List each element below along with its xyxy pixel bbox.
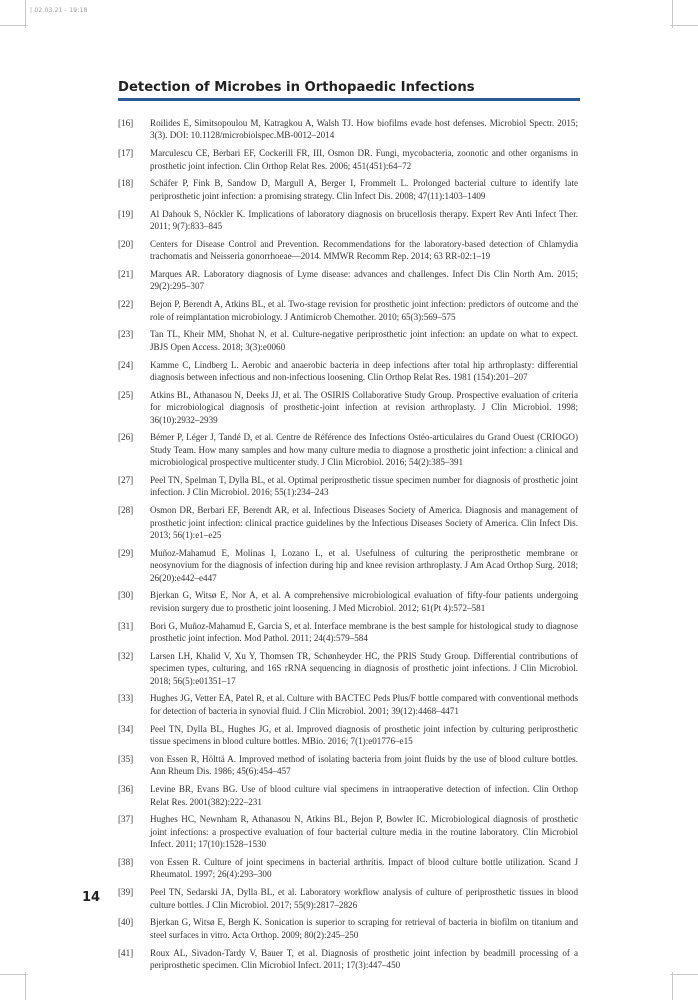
reference-item (118, 504, 578, 541)
reference-text: von Essen R. Culture of joint specimens in bacterial arthritis. Impact of blood culture bottle utilization. Scand J Rheumatol. 1997; 26(4):293–300 (150, 856, 578, 880)
reference-item (118, 753, 578, 778)
reference-item (118, 650, 578, 687)
reference-text: Peel TN, Sedarski JA, Dylla BL, et al. Laboratory workflow analysis of culture of periprosthetic tissues in blood culture bottles. J Clin Microbiol. 2017; 55(9):2817–2826 (150, 887, 578, 910)
reference-text: Hughes JG, Vetter EA, Patel R, et al. Culture with BACTEC Peds Plus/F bottle compared with conventional methods for detection of bacteria in synovial fluid. J Clin Microbiol. 2001; 39(12):4468–4471 (150, 693, 578, 716)
reference-item (118, 389, 578, 426)
reference-text: Roux AL, Sivadon-Tardy V, Bauer T, et al. Diagnosis of prosthetic joint infection by beadmill processing of a periprosthetic specimen. Clin Microbiol Infect. 2011; 17(3):447–450 (150, 947, 578, 970)
crop-mark-bottom-right-horizontal (670, 974, 698, 975)
reference-text: Al Dahouk S, Nöckler K. Implications of laboratory diagnosis on brucellosis therapy. Expert Rev Anti Infect Ther. 2011; 9(7):833–845 (150, 208, 578, 232)
reference-item (118, 947, 578, 972)
reference-number: [20] (118, 238, 134, 249)
reference-text: Levine BR, Evans BG. Use of blood culture vial specimens in intraoperative detection of infection. Clin Orthop Relat Res. 2001(382):222–231 (150, 784, 578, 807)
reference-number: [29] (118, 547, 134, 558)
crop-mark-top-right-horizontal (670, 25, 698, 26)
reference-number: [39] (118, 887, 134, 898)
reference-item (118, 886, 578, 911)
crop-mark-bottom-left-horizontal (0, 974, 28, 975)
running-header-title: Detection of Microbes in Orthopaedic Infections (118, 80, 475, 95)
print-timestamp: | 02.03.21 - 19:18 (30, 7, 88, 14)
reference-item (118, 723, 578, 748)
page-number: 14 (82, 890, 101, 905)
reference-number: [25] (118, 389, 134, 400)
reference-item (118, 328, 578, 353)
reference-text: Schäfer P, Fink B, Sandow D, Margull A, Berger I, Frommelt L. Prolonged bacterial culture to identify late periprosthetic joint infection: a promising strategy. Clin Infect Dis. 2008; 47(11):1403–1409 (150, 178, 578, 201)
crop-mark-bottom-right-vertical (672, 972, 673, 1000)
reference-text: Peel TN, Spelman T, Dylla BL, et al. Optimal periprosthetic tissue specimen number for diagnosis of prosthetic joint infection. J Clin Microbiol. 2016; 55(1):234–243 (150, 475, 578, 498)
crop-mark-top-left-horizontal (0, 25, 28, 26)
reference-item (118, 783, 578, 808)
reference-text: von Essen R, Hölttä A. Improved method of isolating bacteria from joint fluids by the use of blood culture bottles. Ann Rheum Dis. 1986; 45(6):454–457 (150, 753, 578, 777)
reference-number: [33] (118, 693, 134, 704)
reference-text: Bjerkan G, Witsø E, Bergh K. Sonication is superior to scraping for retrieval of bacteria in biofilm on titanium and steel surfaces in vitro. Acta Orthop. 2009; 80(2):245–250 (150, 917, 578, 940)
reference-number: [38] (118, 856, 134, 867)
crop-mark-top-left-vertical (25, 0, 26, 28)
reference-item (118, 117, 578, 142)
reference-item (118, 177, 578, 202)
reference-text: Osmon DR, Berbari EF, Berendt AR, et al. Infectious Diseases Society of America. Diagnosis and management of prosthetic joint infection: clinical practice guidelines by the Infectious Diseases Society of America. Clin Infect Dis. 2013; 56(1):e1–e25 (150, 505, 578, 541)
reference-item (118, 147, 578, 172)
reference-number: [41] (118, 947, 134, 958)
reference-text: Roilides E, Simitsopoulou M, Katragkou A, Walsh TJ. How biofilms evade host defenses. Microbiol Spectr. 2015; 3(3). DOI: 10.1128/microbiolspec.MB-0012–2014 (150, 118, 578, 141)
reference-number: [17] (118, 148, 134, 159)
reference-text: Centers for Disease Control and Prevention. Recommendations for the laboratory-based detection of Chlamydia trachomatis and Neisseria gonorrhoeae—2014. MMWR Recomm Rep. 2014; 63 RR-02:1–19 (150, 238, 578, 262)
reference-text: Marques AR. Laboratory diagnosis of Lyme disease: advances and challenges. Infect Dis Clin North Am. 2015; 29(2):295–307 (150, 269, 578, 292)
reference-text: Bémer P, Léger J, Tandé D, et al. Centre de Référence des Infections Ostéo-articulaires du Grand Ouest (CRIOGO) Study Team. How many samples and how many culture media to diagnose a prosthetic joint infection: a clinical and microbiological prospective multicenter study. J Clin Microbiol. 2016; 54(2):385–391 (150, 432, 578, 468)
reference-number: [31] (118, 620, 134, 631)
reference-number: [26] (118, 432, 134, 443)
reference-text: Tan TL, Kheir MM, Shohat N, et al. Culture-negative periprosthetic joint infection: an update on what to expect. JBJS Open Access. 2018; 3(3):e0060 (150, 329, 578, 352)
reference-item (118, 298, 578, 323)
crop-mark-bottom-left-vertical (25, 972, 26, 1000)
reference-item (118, 268, 578, 293)
reference-list (118, 117, 578, 977)
reference-item (118, 620, 578, 645)
reference-number: [35] (118, 753, 134, 764)
reference-number: [30] (118, 590, 134, 601)
reference-item (118, 813, 578, 850)
reference-number: [37] (118, 814, 134, 825)
reference-number: [19] (118, 208, 134, 219)
reference-item (118, 692, 578, 717)
reference-item (118, 431, 578, 468)
reference-item (118, 916, 578, 941)
header-rule (118, 98, 580, 101)
reference-number: [21] (118, 269, 134, 280)
reference-text: Bjerkan G, Witsø E, Nor A, et al. A comprehensive microbiological evaluation of fifty-four patients undergoing revision surgery due to prosthetic joint loosening. J Med Microbiol. 2012; 61(Pt 4):572–581 (150, 590, 578, 613)
crop-mark-top-right-vertical (672, 0, 673, 28)
reference-text: Atkins BL, Athanasou N, Deeks JJ, et al. The OSIRIS Collaborative Study Group. Prospective evaluation of criteria for microbiological diagnosis of prosthetic-joint infection at revision arthroplasty. J Clin Microbiol. 1998; 36(10):2932–2939 (150, 389, 578, 425)
reference-number: [34] (118, 723, 134, 734)
reference-text: Kamme C, Lindberg L. Aerobic and anaerobic bacteria in deep infections after total hip arthroplasty: differential diagnosis between infectious and non-infectious loosening. Clin Orthop Relat Res. 1981 (154):201–207 (150, 359, 578, 383)
reference-text: Marculescu CE, Berbari EF, Cockerill FR, III, Osmon DR. Fungi, mycobacteria, zoonotic and other organisms in prosthetic joint infection. Clin Orthop Relat Res. 2006; 451(451):64–72 (150, 148, 578, 171)
reference-number: [32] (118, 650, 134, 661)
reference-item (118, 547, 578, 584)
reference-item (118, 474, 578, 499)
reference-item (118, 359, 578, 384)
reference-number: [22] (118, 299, 134, 310)
reference-number: [28] (118, 505, 134, 516)
reference-number: [23] (118, 329, 134, 340)
reference-item (118, 208, 578, 233)
reference-item (118, 589, 578, 614)
reference-number: [24] (118, 359, 134, 370)
reference-number: [16] (118, 118, 134, 128)
reference-text: Peel TN, Dylla BL, Hughes JG, et al. Improved diagnosis of prosthetic joint infection by culturing periprosthetic tissue specimens in blood culture bottles. MBio. 2016; 7(1):e01776–e15 (150, 723, 578, 747)
reference-item (118, 856, 578, 881)
reference-item (118, 238, 578, 263)
reference-text: Larsen LH, Khalid V, Xu Y, Thomsen TR, Schønheyder HC, the PRIS Study Group. Differential contributions of specimen types, culturing, and 16S rRNA sequencing in diagnosis of prosthetic joint infections. J Clin Microbiol. 2018; 56(5):e01351–17 (150, 650, 578, 686)
reference-number: [36] (118, 784, 134, 795)
reference-number: [27] (118, 475, 134, 486)
reference-text: Bori G, Muñoz-Mahamud E, Garcia S, et al. Interface membrane is the best sample for histological study to diagnose prosthetic joint infection. Mod Pathol. 2011; 24(4):579–584 (150, 620, 578, 644)
reference-text: Bejon P, Berendt A, Atkins BL, et al. Two-stage revision for prosthetic joint infection: predictors of outcome and the role of reimplantation microbiology. J Antimicrob Chemother. 2010; 65(3):569–575 (150, 299, 578, 322)
reference-text: Muñoz-Mahamud E, Molinas I, Lozano L, et al. Usefulness of culturing the periprosthetic membrane or neosynovium for the diagnosis of infection during hip and knee revision arthroplasty. J Am Acad Orthop Surg. 2018; 26(20):e442–e447 (150, 547, 578, 583)
reference-text: Hughes HC, Newnham R, Athanasou N, Atkins BL, Bejon P, Bowler IC. Microbiological diagnosis of prosthetic joint infections: a prospective evaluation of four bacterial culture media in the routine laboratory. Clin Microbiol Infect. 2011; 17(10):1528–1530 (150, 814, 578, 850)
reference-number: [40] (118, 917, 134, 928)
reference-number: [18] (118, 178, 134, 189)
